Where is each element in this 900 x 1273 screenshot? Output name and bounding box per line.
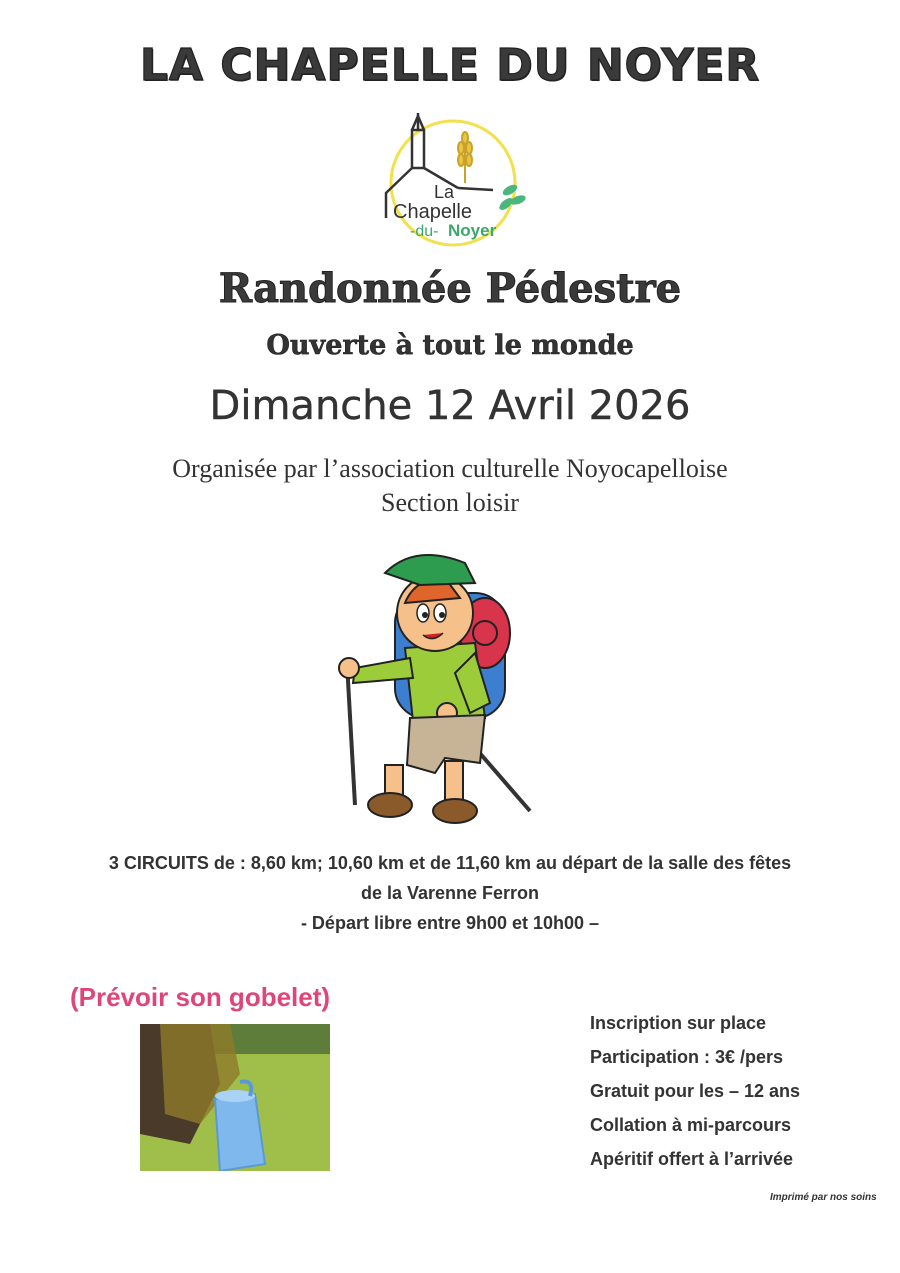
logo-line1: La [434, 182, 455, 202]
circuits-line2: de la Varenne Ferron [360, 883, 540, 903]
printed-note: Imprimé par nos soins [770, 1192, 877, 1203]
event-open: Ouverte à tout le monde [266, 330, 634, 361]
info-item: Apéritif offert à l’arrivée [590, 1149, 794, 1169]
church-wheat-logo-icon [378, 108, 533, 248]
event-organizer [0, 452, 900, 520]
event-title: Randonnée Pédestre [218, 265, 682, 312]
logo-line3b: Noyer [448, 221, 497, 240]
circuits-info [0, 848, 900, 938]
hiker-cartoon-icon [325, 543, 540, 833]
info-item: Collation à mi-parcours [590, 1115, 792, 1135]
info-list [590, 1006, 800, 1176]
event-date: Dimanche 12 Avril 2026 [209, 383, 691, 429]
section-line: Section loisir [381, 488, 519, 517]
circuits-line3: - Départ libre entre 9h00 et 10h00 – [300, 913, 600, 933]
cup-photo-icon [140, 1024, 330, 1171]
organizer-line: Organisée par l’association culturelle Noyocapelloise [172, 454, 728, 483]
village-logo [378, 108, 533, 248]
page-title: LA CHAPELLE DU NOYER [139, 40, 761, 91]
logo-line2: Chapelle [393, 201, 472, 223]
logo-line3a: -du- [410, 223, 439, 240]
cup-photo [140, 1024, 330, 1171]
info-item: Gratuit pour les – 12 ans [590, 1081, 801, 1101]
circuits-line1: 3 CIRCUITS de : 8,60 km; 10,60 km et de 11,60 km au départ de la salle des fêtes [108, 853, 792, 873]
info-item: Inscription sur place [590, 1013, 767, 1033]
info-item: Participation : 3€ /pers [590, 1047, 784, 1067]
cup-note: (Prévoir son gobelet) [70, 982, 331, 1012]
hiker-illustration [325, 543, 540, 833]
